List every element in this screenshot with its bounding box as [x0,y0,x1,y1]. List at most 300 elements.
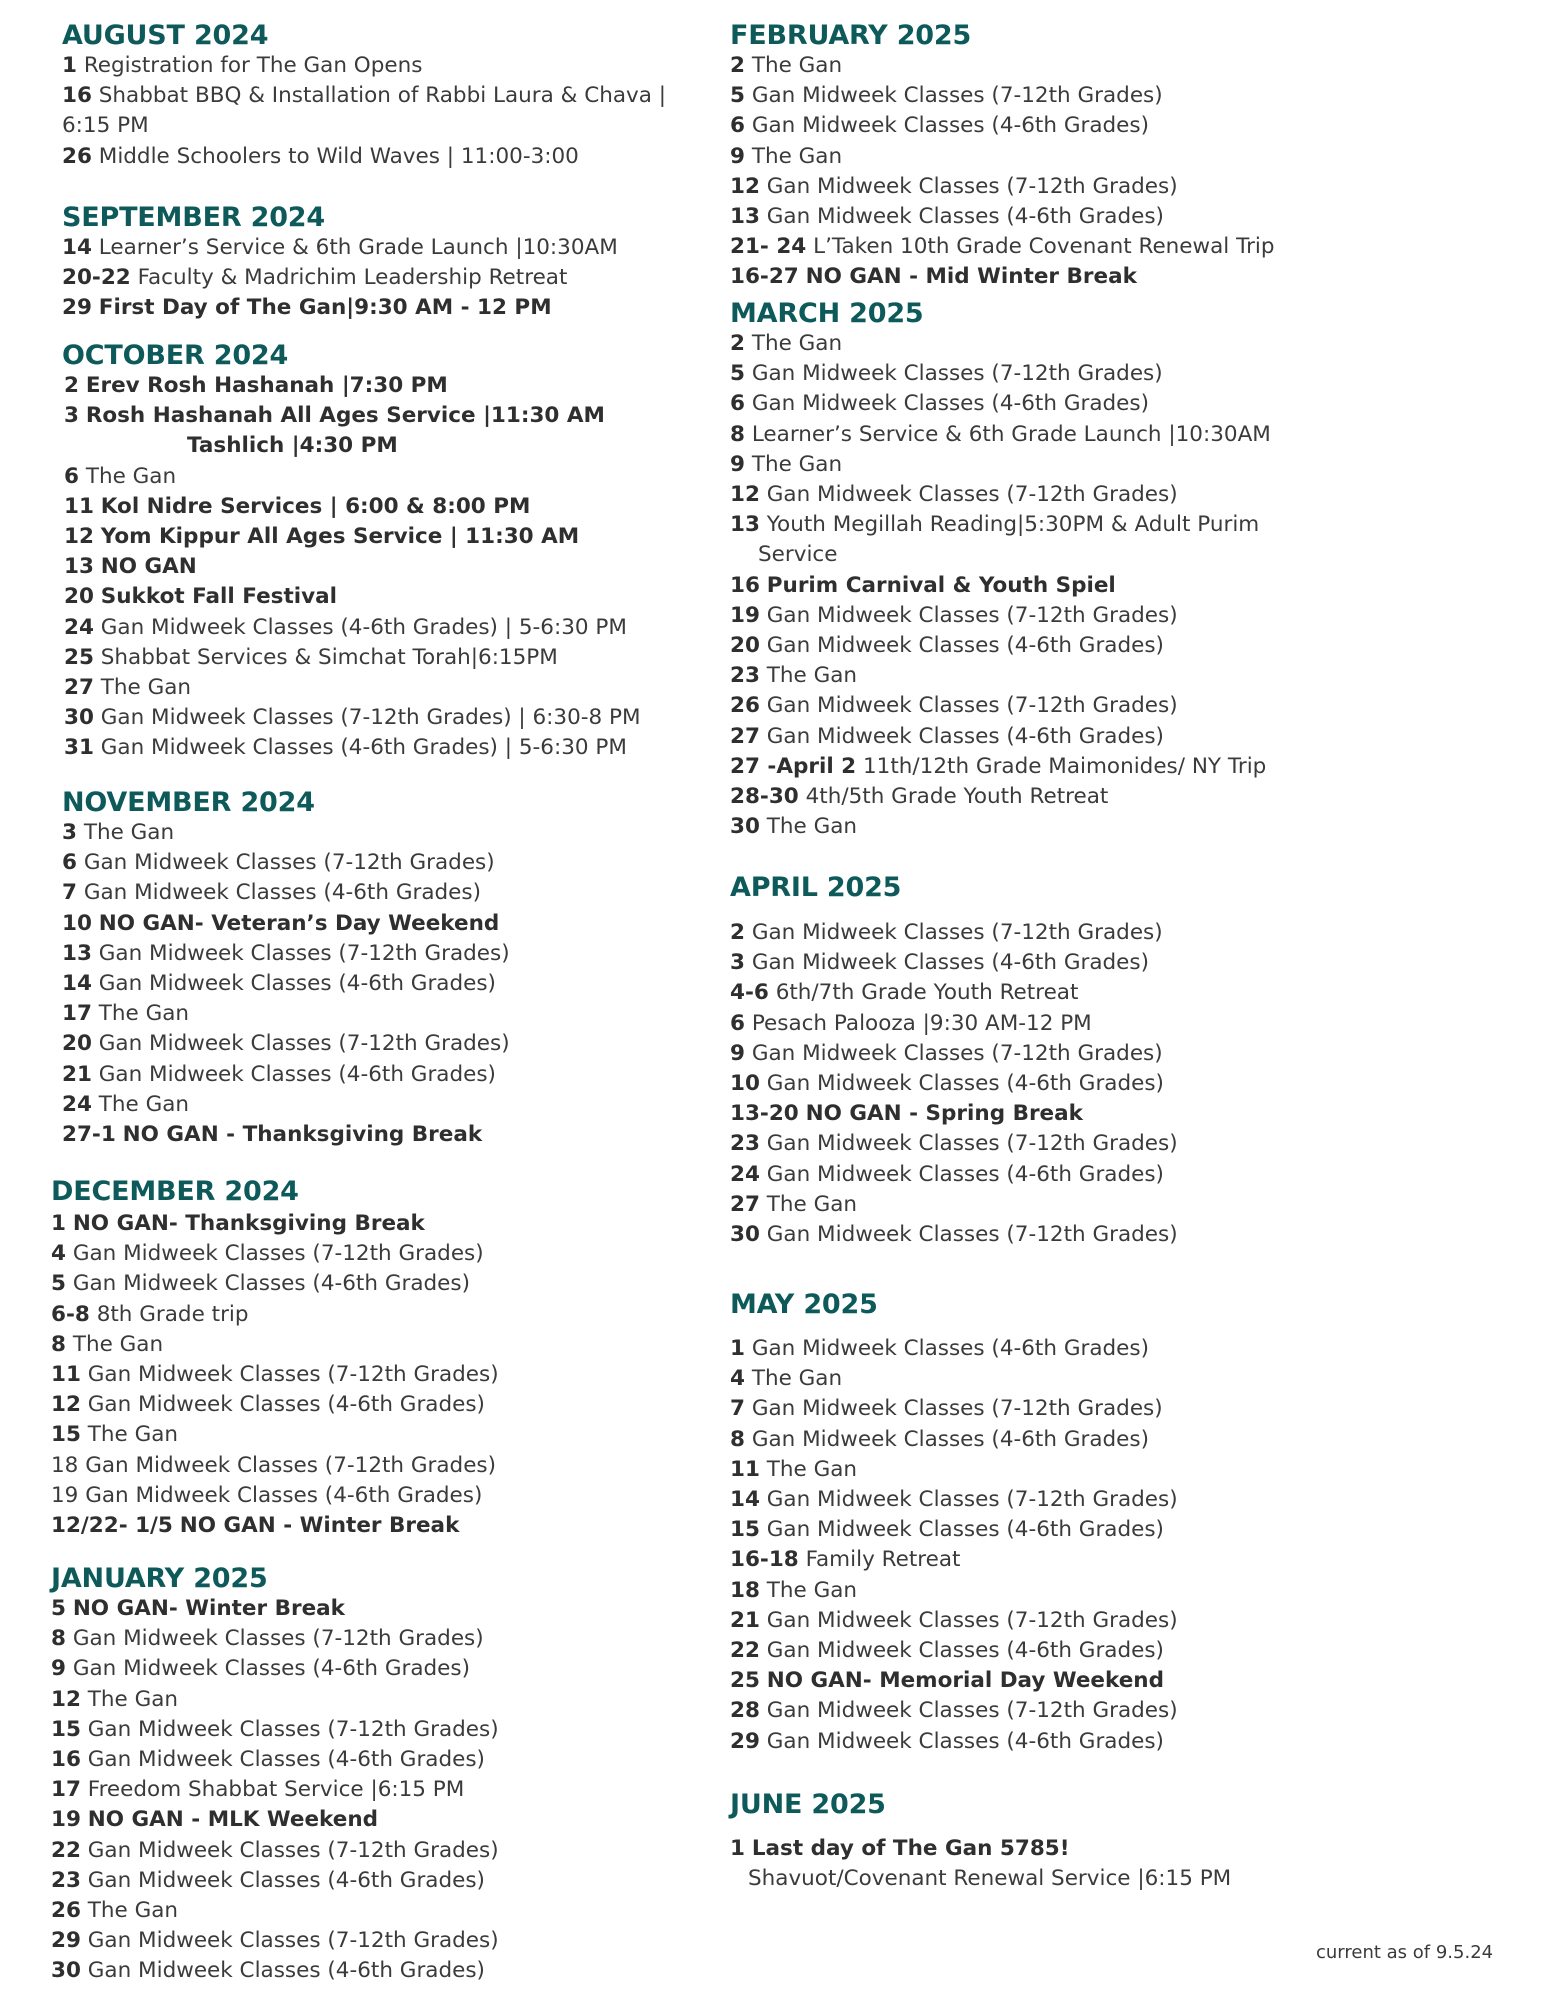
event-date: 12 [730,482,760,507]
calendar-event [730,1425,1149,1455]
calendar-event [730,1009,1092,1039]
event-description: First Day of The Gan|9:30 AM - 12 PM [98,295,552,321]
event-description: Shabbat Services & Simchat Torah|6:15PM [100,644,558,670]
event-description: Yom Kippur All Ages Service | 11:30 AM [100,524,580,549]
event-date: 6-8 [51,1301,90,1327]
event-description: Gan Midweek Classes (7-12th Grades) [98,1031,510,1057]
event-description: Shabbat BBQ & Installation of Rabbi Laura & Chava | [98,83,667,109]
month-heading: JUNE 2025 [730,1789,886,1820]
event-description: Gan Midweek Classes (4-6th Grades) [751,391,1149,417]
event-date: 9 [730,143,745,169]
event-description: Sukkot Fall Festival [100,584,338,610]
event-date: 16 [51,1747,81,1772]
event-date: 13 [64,554,94,580]
calendar-event [64,673,191,703]
calendar-event [64,613,627,643]
event-date: 29 [51,1928,81,1954]
event-date: 4-6 [730,980,769,1006]
event-description: Gan Midweek Classes (4-6th Grades) [766,1517,1164,1543]
calendar-event [64,552,197,582]
month-heading: APRIL 2025 [730,872,902,903]
calendar-event [730,232,1275,262]
event-date: 8 [51,1626,66,1652]
event-date: 24 [64,614,94,640]
calendar-event [64,401,605,431]
calendar-event [730,202,1164,232]
event-description: Purim Carnival & Youth Spiel [766,572,1116,598]
event-date: 22 [51,1837,81,1863]
event-description: Shavuot/Covenant Renewal Service |6:15 PM [748,1866,1232,1892]
event-date: 28-30 [730,784,799,809]
event-date: 13 [730,512,760,538]
event-date: 13-20 [730,1101,799,1127]
event-date: 10 [730,1071,760,1096]
month-heading: OCTOBER 2024 [62,340,289,371]
event-description: Gan Midweek Classes (7-12th Grades) [766,173,1178,199]
month-heading: AUGUST 2024 [62,20,269,51]
calendar-event [62,1060,496,1090]
calendar-event [730,1606,1178,1636]
event-date: 6 [730,391,745,417]
event-description: Gan Midweek Classes (7-12th Grades) [83,850,495,876]
calendar-event [730,978,1078,1008]
event-date: 3 [730,950,745,976]
event-date: 1 [62,53,77,78]
event-date: 26 [62,143,92,169]
event-description: L’Taken 10th Grade Covenant Renewal Trip [813,234,1275,260]
event-date: 24 [730,1161,760,1187]
event-date: 19 [730,602,760,628]
event-date: 5 [51,1271,66,1297]
event-date: 11 [64,493,94,519]
event-date: 27-1 [62,1122,116,1147]
event-date: 9 [730,451,745,477]
calendar-event [62,142,579,172]
event-description: Gan Midweek Classes (4-6th Grades) [98,1061,496,1087]
event-description: Gan Midweek Classes (4-6th Grades) [87,1392,485,1418]
event-description: The Gan [85,463,177,489]
event-date: 16 [62,83,92,109]
calendar-event [730,420,1271,450]
calendar-event [62,293,552,323]
event-date: 18 [730,1577,760,1603]
event-date: 8 [51,1331,66,1357]
event-date: 15 [51,1716,81,1742]
calendar-event [62,848,495,878]
event-date: 12 [51,1686,81,1712]
calendar-event [730,111,1149,141]
event-date: 9 [730,1040,745,1066]
event-date: 7 [730,1396,745,1422]
event-description: Rosh Hashanah All Ages Service |11:30 AM [85,403,605,429]
event-description: Gan Midweek Classes (7-12th Grades) [751,361,1163,387]
event-description: Gan Midweek Classes (4-6th Grades) | 5-6:30 PM [100,735,627,761]
calendar-event [730,172,1178,202]
event-description: Pesach Palooza |9:30 AM-12 PM [751,1010,1092,1036]
event-description: Registration for The Gan Opens [83,53,423,78]
calendar-event [730,782,1108,812]
calendar-event [730,812,857,842]
month-heading: NOVEMBER 2024 [62,787,315,818]
event-date: 21- 24 [730,234,807,260]
calendar-event [62,1120,482,1150]
event-date: 5 [730,361,745,387]
calendar-event [62,111,149,141]
calendar-event [730,51,842,81]
calendar-event [730,1485,1178,1515]
event-description: Gan Midweek Classes (4-6th Grades) [87,1958,485,1984]
event-date: 16 [730,572,760,598]
event-date: 11 [51,1362,81,1387]
event-description: Gan Midweek Classes (7-12th Grades) [766,1607,1178,1633]
event-date: 30 [730,1222,760,1247]
event-date: 20 [64,584,94,610]
event-description: Kol Nidre Services | 6:00 & 8:00 PM [100,493,531,519]
calendar-event [51,1481,482,1511]
event-date: 14 [62,971,92,996]
event-description: Gan Midweek Classes (7-12th Grades) [766,602,1178,628]
calendar-event [51,1745,485,1775]
event-date: 17 [51,1777,81,1803]
event-description: Gan Midweek Classes (7-12th Grades) [766,693,1178,719]
calendar-event [62,818,174,848]
month-heading: DECEMBER 2024 [51,1176,299,1207]
calendar-event [730,329,842,359]
calendar-event [64,522,579,552]
event-date: 26 [730,693,760,719]
calendar-event [730,1160,1164,1190]
event-description: The Gan [766,1456,858,1482]
event-description: The Gan [87,1686,179,1712]
calendar-event [64,643,558,673]
event-date: 23 [51,1867,81,1893]
event-description: The Gan [766,1191,858,1217]
calendar-event [62,81,666,111]
event-date: 22 [730,1638,760,1663]
event-date: 5 [51,1596,66,1621]
event-description: Gan Midweek Classes (7-12th Grades) [766,1487,1178,1512]
event-description: Gan Midweek Classes (4-6th Grades) [751,1336,1149,1361]
event-date: 30 [64,705,94,731]
event-date: 23 [730,1131,760,1157]
event-description: Learner’s Service & 6th Grade Launch |10:30AM [751,421,1271,447]
calendar-event [730,1515,1164,1545]
calendar-event [730,1576,857,1606]
event-date: 30 [730,814,760,840]
event-description: NO GAN - Spring Break [805,1101,1083,1127]
event-date: 2 [730,53,745,78]
event-description: Last day of The Gan 5785! [751,1836,1070,1861]
calendar-event [51,1624,484,1654]
event-date: 6 [62,850,77,876]
event-description: Gan Midweek Classes (4-6th Grades) [72,1656,470,1682]
calendar-event [62,1090,189,1120]
month-heading: JANUARY 2025 [51,1563,268,1594]
calendar-event [64,733,627,763]
event-date: 1 [51,1211,66,1236]
event-date: 7 [62,880,77,906]
calendar-event [64,582,337,612]
event-description: Gan Midweek Classes (7-12th Grades) [751,920,1163,945]
event-description: Gan Midweek Classes (7-12th Grades) | 6:30-8 PM [100,705,641,731]
event-description: The Gan [87,1898,179,1923]
calendar-event [62,263,567,293]
calendar-event [730,1364,842,1394]
event-description: Gan Midweek Classes (4-6th Grades) | 5-6:30 PM [100,614,627,640]
event-date: 13 [730,204,760,229]
event-date: 12 [64,524,94,549]
event-date: 30 [51,1958,81,1984]
event-description: 6th/7th Grade Youth Retreat [775,980,1079,1006]
calendar-event [51,1926,499,1956]
calendar-event [748,1864,1231,1894]
calendar-event [730,631,1164,661]
event-date: 14 [62,235,92,260]
calendar-event [730,1129,1178,1159]
event-date: 5 [730,83,745,109]
calendar-event [730,1220,1178,1250]
event-date: 21 [62,1061,92,1087]
event-date: 16-27 [730,264,799,290]
event-description: Youth Megillah Reading|5:30PM & Adult Purim [766,512,1260,538]
calendar-event [730,948,1149,978]
calendar-event [730,601,1178,631]
event-date: 17 [62,1001,92,1027]
event-date: 15 [730,1517,760,1543]
event-date: 9 [51,1656,66,1682]
event-date: 29 [62,295,92,321]
event-description: 19 Gan Midweek Classes (4-6th Grades) [51,1482,483,1508]
event-date: 28 [730,1698,760,1724]
event-description: Gan Midweek Classes (7-12th Grades) [766,1698,1178,1724]
event-description: Gan Midweek Classes (7-12th Grades) [751,1040,1163,1066]
event-description: Gan Midweek Classes (4-6th Grades) [87,1747,485,1772]
event-date: 8 [730,421,745,447]
event-description: NO GAN- Memorial Day Weekend [766,1668,1165,1694]
event-description: Gan Midweek Classes (7-12th Grades) [766,482,1178,507]
event-description: The Gan [100,675,192,700]
event-description: Gan Midweek Classes (4-6th Grades) [766,633,1164,658]
event-description: The Gan [751,331,843,356]
event-description: Gan Midweek Classes (4-6th Grades) [766,1728,1164,1754]
calendar-event [51,1420,178,1450]
calendar-event [51,1685,178,1715]
event-description: NO GAN - Thanksgiving Break [122,1122,483,1147]
event-description: The Gan [751,1366,843,1392]
calendar-event [730,722,1164,752]
calendar-event [62,233,618,263]
calendar-event [51,1654,470,1684]
event-date: 2 [730,920,745,945]
calendar-event [51,1451,496,1481]
event-date: 12 [51,1392,81,1418]
month-heading: MARCH 2025 [730,298,924,329]
event-description: NO GAN- Veteran’s Day Weekend [98,910,500,936]
event-date: 19 [51,1807,81,1833]
calendar-event [64,462,176,492]
calendar-event [730,691,1178,721]
event-description: NO GAN - Winter Break [179,1513,460,1538]
event-description: Gan Midweek Classes (7-12th Grades) [766,1222,1178,1247]
calendar-event [730,480,1178,510]
calendar-event [62,1029,510,1059]
event-description: Faculty & Madrichim Leadership Retreat [137,265,568,291]
calendar-event [730,1834,1070,1864]
calendar-event [64,492,530,522]
calendar-event [62,51,422,81]
calendar-event [62,939,510,969]
event-description: 4th/5th Grade Youth Retreat [805,784,1109,809]
calendar-event [730,1545,960,1575]
event-date: 31 [64,735,94,761]
event-description: Middle Schoolers to Wild Waves | 11:00-3:00 [98,143,579,169]
event-description: Freedom Shabbat Service |6:15 PM [87,1777,465,1803]
event-date: 12/22- 1/5 [51,1513,173,1538]
calendar-event [730,1334,1149,1364]
event-date: 3 [64,403,79,429]
event-description: Gan Midweek Classes (4-6th Grades) [87,1867,485,1893]
event-description: Service [758,542,838,568]
calendar-event [51,1330,163,1360]
calendar-event [51,1775,464,1805]
event-description: Gan Midweek Classes (4-6th Grades) [72,1271,470,1297]
event-description: The Gan [72,1331,164,1357]
event-date: 20 [62,1031,92,1057]
event-date: 27 [730,723,760,749]
event-description: The Gan [87,1422,179,1448]
calendar-event [187,431,398,461]
event-description: Gan Midweek Classes (7-12th Grades) [87,1362,499,1387]
event-description: The Gan [751,451,843,477]
event-description: Gan Midweek Classes (4-6th Grades) [751,1426,1149,1452]
event-date: 12 [730,173,760,199]
revision-note: current as of 9.5.24 [1316,1942,1494,1963]
calendar-event [730,1069,1164,1099]
event-date: 27 [64,675,94,700]
event-description: The Gan [98,1091,190,1117]
event-date: 4 [51,1241,66,1267]
calendar-event [730,661,857,691]
month-heading: FEBRUARY 2025 [730,20,972,51]
event-description: NO GAN- Winter Break [72,1596,345,1621]
event-date: 2 [64,373,79,398]
event-date: 11 [730,1456,760,1482]
event-description: Gan Midweek Classes (7-12th Grades) [72,1626,484,1652]
event-description: Gan Midweek Classes (4-6th Grades) [766,1161,1164,1187]
calendar-event [730,752,1266,782]
calendar-event [758,540,837,570]
calendar-event [730,1099,1083,1129]
calendar-event [730,918,1163,948]
event-description: Gan Midweek Classes (7-12th Grades) [751,83,1163,109]
calendar-event [62,969,496,999]
event-description: Gan Midweek Classes (7-12th Grades) [751,1396,1163,1422]
event-date: 20 [730,633,760,658]
event-date: 14 [730,1487,760,1512]
calendar-event [730,142,842,172]
event-date: 21 [730,1607,760,1633]
calendar-event [730,1636,1164,1666]
calendar-event [51,1511,459,1541]
calendar-event [730,450,842,480]
event-description: Gan Midweek Classes (4-6th Grades) [766,723,1164,749]
calendar-event [730,1666,1164,1696]
event-date: 1 [730,1836,745,1861]
calendar-event [730,571,1116,601]
event-description: Tashlich |4:30 PM [187,433,398,459]
calendar-event [730,262,1137,292]
calendar-event [51,1209,425,1239]
event-description: The Gan [751,53,843,78]
event-date: 6 [64,463,79,489]
event-description: Gan Midweek Classes (7-12th Grades) [87,1716,499,1742]
calendar-event [51,1715,499,1745]
event-date: 6 [730,1010,745,1036]
event-description: Erev Rosh Hashanah |7:30 PM [85,373,448,398]
event-description: NO GAN - MLK Weekend [87,1807,379,1833]
event-description: NO GAN [100,554,197,580]
calendar-event [62,909,499,939]
event-date: 1 [730,1336,745,1361]
event-description: 11th/12th Grade Maimonides/ NY Trip [863,753,1267,779]
calendar-event [730,359,1163,389]
event-description: Gan Midweek Classes (4-6th Grades) [766,1071,1164,1096]
event-description: Gan Midweek Classes (7-12th Grades) [87,1928,499,1954]
event-date: 6 [730,113,745,139]
event-date: 25 [64,644,94,670]
event-date: 24 [62,1091,92,1117]
event-date: 27 -April 2 [730,753,857,779]
event-date: 10 [62,910,92,936]
calendar-event [730,1696,1178,1726]
event-date: 15 [51,1422,81,1448]
event-description: The Gan [766,1577,858,1603]
event-description: Gan Midweek Classes (7-12th Grades) [98,940,510,966]
event-description: 6:15 PM [62,113,149,139]
event-date: 2 [730,331,745,356]
calendar-event [730,1190,857,1220]
calendar-event [51,1896,178,1926]
event-date: 25 [730,1668,760,1694]
calendar-event [730,510,1259,540]
calendar-event [51,1300,249,1330]
event-description: The Gan [751,143,843,169]
event-date: 20-22 [62,265,131,291]
calendar-event [730,1394,1163,1424]
event-description: Gan Midweek Classes (4-6th Grades) [751,113,1149,139]
calendar-event [51,1956,485,1986]
event-description: 8th Grade trip [96,1301,249,1327]
calendar-event [51,1836,499,1866]
event-description: NO GAN - Mid Winter Break [805,264,1137,290]
event-description: The Gan [98,1001,190,1027]
event-description: Gan Midweek Classes (4-6th Grades) [766,204,1164,229]
event-date: 26 [51,1898,81,1923]
event-date: 8 [730,1426,745,1452]
calendar-event [51,1390,485,1420]
event-description: Gan Midweek Classes (7-12th Grades) [766,1131,1178,1157]
event-date: 16-18 [730,1547,799,1573]
month-heading: MAY 2025 [730,1289,878,1320]
event-description: The Gan [766,663,858,689]
event-description: Gan Midweek Classes (4-6th Grades) [98,971,496,996]
calendar-event [730,389,1149,419]
event-description: NO GAN- Thanksgiving Break [72,1211,425,1236]
event-description: Gan Midweek Classes (7-12th Grades) [72,1241,484,1267]
event-description: The Gan [83,820,175,845]
event-description: Gan Midweek Classes (4-6th Grades) [83,880,481,906]
calendar-event [730,1039,1163,1069]
